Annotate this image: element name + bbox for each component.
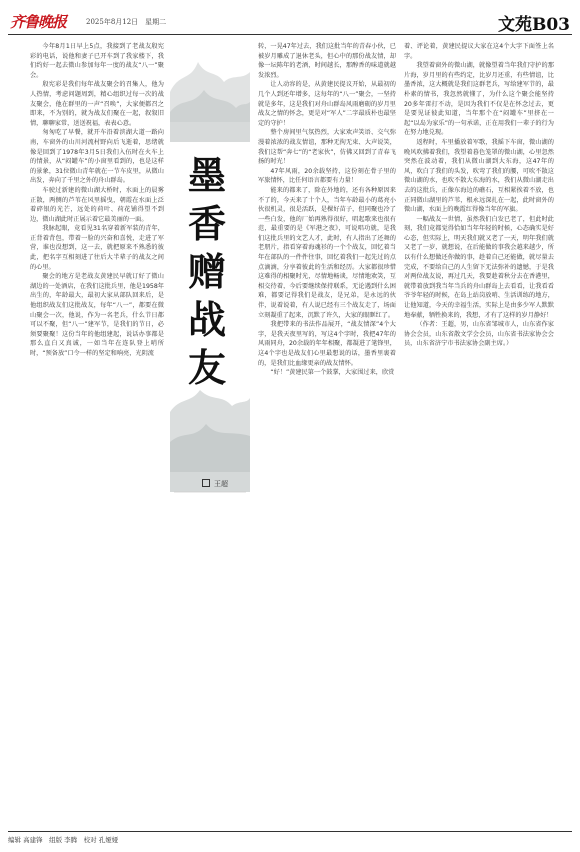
editor-credits: 编辑 高建锋 组版 李腾 校对 孔娅娅 — [8, 836, 119, 844]
paragraph: 我把带来的书法作品展开，“战友情深”4个大字，是我天夜里写的，写这4个字时，我把47年的风雨同舟，20余载的年年相聚，都凝进了笔锋里，这4个字也是战友们心里最想说的话，墨香里裹着的，是我们比血缘更亲的战友情怀。 — [258, 321, 396, 367]
masthead — [8, 6, 572, 35]
paragraph: 我脉起眼，竟看见31名穿着新军装的青年，正背着背包，带着一脸的兴奋和喜悦，走进了军营，谁也没想到，这一去，就把原来不熟悉的彼此，把名字互相刻进了往后大半辈子的战友之间的心里。 — [30, 225, 164, 271]
paragraph: “好！”黄建民第一个鼓掌，大家围过来，欣赏 — [270, 369, 395, 377]
paragraph: 让人动容的是，从黄建民提议开始，从最初的几个人到还年增多，这每年的“八一”聚会，一坚持就是多年，这是我们对舟山群岛风雨磨砺的岁月里战友之情的怀念，更是对“军人”二字最质朴也最坚定的守护！ — [258, 81, 396, 127]
paragraph: 转，一晃47年过去，我们这批当年的青春小伙，已被岁月雕成了退休老头，但心中的那份战友情，却像一坛陈年的老酒，时间越长，那醇香的味道就越发浓烈。 — [258, 43, 396, 79]
paragraph: 着、评论着，黄建民提议大家在这4个大字下面签上名字。 — [404, 43, 554, 60]
paragraph: 返程时，车里播放着军歌，我摇下车窗，微山湖的晚风吹拂着我们，我望着暮色笼罩的微山湖，心里忽然突然在波动着，我们从微山湖到大东海，这47年的风，吹白了我们的头发，吹弯了我们的腰，可吹不散这微山湖的水，也吹不散大东海的水，我们从微山湖走出去的这批兵，正像东海边的礁石，互相紧挨着不放，也正同微山湖里的芦苇，根永远深扎在一起，此时窗外的微山湖，水面上的晚霞红得像当年的军旗。 — [404, 138, 554, 214]
author-bio: （作者：王超，男，山东省邹城市人，山东省作家协会会员，山东省散文学会会员，山东省书法家协会会员，山东省济宁市书法家协会副主席。） — [404, 321, 554, 348]
paragraph: 能来的都来了，除在外地的，还有各种原因来不了的，今天来了十个人，当年车龄最小的葛亮小伙很机灵，很是活跃，是棵好苗子，但同聚也冷了一些白发，他的厂始再熟得很好，唱起歌来也很有范，最重要的是《军港之夜》，可说唱功就，是我们这批兵里的文艺人才，此时，有人指出了还舞的老朋片，指看穿着海魂衫的一个个战友，回忆着当年在部队的一件件往事，回忆着我们一起先过的点点滴滴，分享着彼此的生活和经历。大家都很珍惜这难得的相聚时光，尽情地畅谈，尽情地欢笑，互相交待着，今后要继续保持联系，无论遇到什么困难，都要记得我们是战友，是兄弟，是永远的伙伴，说着说着，有人说已经有三个战友走了，场面立刻凝重了起来，沉默了许久，大家的眼眶红了。 — [258, 186, 396, 319]
article-column-3 — [404, 42, 554, 820]
byline — [202, 479, 228, 489]
author-name: 王超 — [214, 480, 228, 488]
title-char: 墨 — [187, 153, 226, 198]
title-char: 赠 — [187, 249, 226, 294]
paragraph: 聚会的地方是老战友黄建民早就订好了微山湖边的一处酒店，在我们这批兵里，他是1958年出生的，年龄最大，最初大家从部队回来后，是他组织战友们这批战友，每年“八一”，都要在微山聚会一次，他说，作为一名老兵，什么节日都可以不聚，但“八一”建军节，是我们的节日，必须要聚聚！这份当年的他组建起，说话办事都是那么直白又真诚，一如当年在连队登上哨所时，“预备放”口令一样的坚定和响亮，光阴流 — [30, 273, 164, 357]
paragraph: 匆匆吃了早餐，就开车沿着滨湖大道一路向南，车窗外的山川河流村野向后飞逝着，思绪就像是回到了1978年3月5日我们入伍时在火车上的情景，从“闷罐车”的小窗里看到的，也是这样的景象，31位微山青年就在一节车皮里，从微山出发，奔向了千里之外的舟山群岛。 — [30, 129, 164, 185]
newspaper-logo: 齐鲁晚报 — [10, 13, 67, 31]
title-char: 友 — [187, 345, 226, 390]
paragraph: 整个房间里气氛热烈，大家欢声笑语、交气弥漫着浓浓的战友情谊，那种无拘无束、大声说笑，我们这帮“奔七”的“老家伙”，仿佛又回到了青春飞扬的时光！ — [258, 129, 396, 166]
issue-date: 2025年8月12日 星期二 — [86, 18, 167, 26]
paragraph: 车驶过新建的微山湖大桥时，水面上的晨雾正散，两侧的芦苇在风里摇曳，朝霞在水面上泛着碎银的光芒，远处的荷叶、荷花铺得望不到边，微山湖此时正展示着它最美丽的一面。 — [30, 186, 164, 223]
paragraph: 殷宪彩是我们每年战友聚会的召集人，他为人热情，考虑问题周到，精心组织过每一次的战友聚会，他在群里的一声“召唤”，大家便都召之即来，不为别的，就为战友们聚在一起，叙叙旧情，聊聊家常，送送祝福，表表心意。 — [30, 81, 164, 127]
page-footer — [8, 831, 572, 844]
title-char: 战 — [187, 297, 226, 342]
section-page-label: 文苑B03 — [497, 15, 570, 35]
article-column-1 — [30, 42, 164, 820]
title-block — [170, 52, 250, 512]
title-char: 香 — [187, 201, 226, 246]
paragraph: 一幅战友一世情，虽然我们白发已老了，但此时此刻，我们竟都觉得恰如当年年轻的时候，心态确实是好心态，但实际上，明天我们就又老了一天，明年我们就又老了一岁，就想说，在后能做的事我会越来越少，所以有什么想做还你做的事，趁着自己还能做，就尽量去完成，不要给自己的人生留下无法弥补的遗憾，于是我对两位战友说，再过几天，我要趁着秋分去在香港里，就带着放到我当年当兵的舟山群岛上去看看，让我看看爷爷年轻的时候，在岛上站岗放哨、生活训练的地方，让他知道，今天的幸福生活，实际上是由多少军人默默地奉献，牺牲换来的，我想，才有了这样的岁月静好！ — [404, 215, 554, 319]
paragraph: 47年风雨，20余载坚持，这份刻在骨子里的军旅情怀，比任何语言都要有力量！ — [258, 167, 396, 185]
article-title — [184, 152, 230, 392]
paragraph: 我望着窗外的微山湖，就像望着当年我们守护的那片海，岁月里的有些约定，比岁月还重，有些情谊，比墨香浓，这大概就是我们这群老兵，写给建军节的，最朴素的情书，我忽然就懂了，为什么这个聚会能坚持20多年雷打不动，是因为我们不仅是在怀念过去，更是要见证彼此知道，当年那个在“闷罐车”里挤在一起“以岛为家乐”的一句承诺，正在用我们一辈子的行为在努力地兑现。 — [404, 62, 554, 137]
article-column-2 — [258, 42, 396, 820]
paragraph: 今年8月1日早上5点，我接到了老战友殷宪彩的电话，说他和妻子已开车到了我家楼下，我们约好一起去微山参加每年一度的战友“八一”聚会。 — [30, 43, 164, 79]
byline-square-icon — [202, 479, 210, 487]
